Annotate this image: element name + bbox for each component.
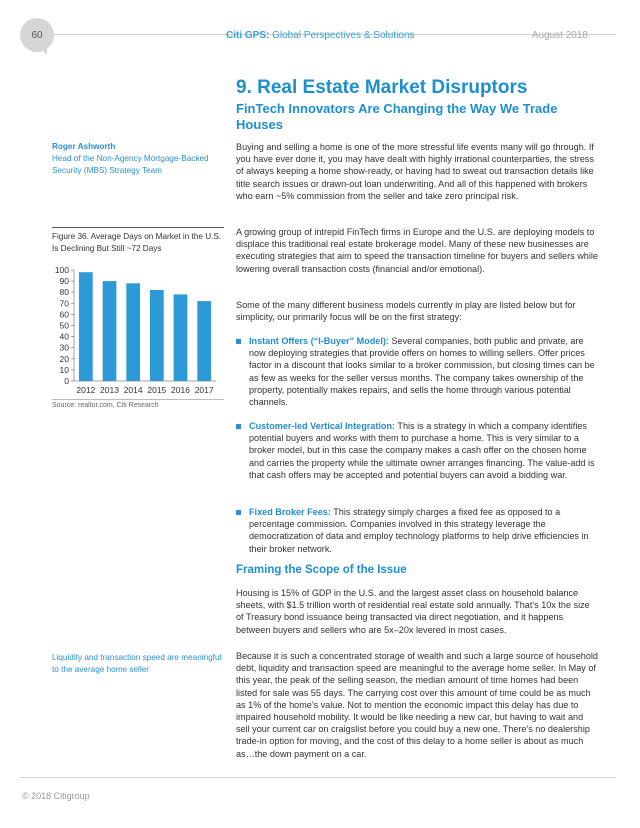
bar-2015 <box>150 290 164 381</box>
bullet-lead: Fixed Broker Fees: <box>249 507 331 517</box>
footer-rule <box>20 777 616 778</box>
paragraph-housing: Housing is 15% of GDP in the U.S. and the largest asset class on household balance sheets, with $1.5 trillion worth of residential real estate sold annually. That's 10x the size of Treasury bond issuance being transacted via direct negotiation, and it happens between buyers and sellers who are 5x–20x levered in most cases. <box>236 588 590 635</box>
header-brand-bold: Citi GPS: <box>226 30 270 41</box>
bullet-marker <box>236 510 241 515</box>
page-subtitle: FinTech Innovators Are Changing the Way We Trade Houses <box>236 101 558 132</box>
footer-copyright: © 2018 Citigroup <box>22 791 90 801</box>
x-tick-label: 2014 <box>123 385 143 395</box>
bullet-text <box>249 420 598 481</box>
y-tick-label: 20 <box>59 353 69 364</box>
x-tick-label: 2017 <box>194 385 214 395</box>
figure-title: Figure 36. Average Days on Market in the U.S. Is Declining But Still ~72 Days <box>52 232 222 253</box>
y-tick-label: 80 <box>59 287 69 298</box>
bar-2013 <box>103 281 117 381</box>
bullet-body: This is a strategy in which a company identifies potential buyers and works with them to purchase a home. This is very similar to a broker model, but in this case the company makes a cash offer on the chosen home and carries the property while the ultimate owner arranges financing. The value-add is that cash offers may be accepted and potential buyers can avoid a bidding war. <box>249 421 595 480</box>
days-on-market-chart <box>44 262 224 398</box>
header-brand <box>226 30 414 41</box>
bullet-fixed-fees <box>236 506 598 555</box>
bullet-marker <box>236 339 241 344</box>
bullet-lead: Instant Offers (“I-Buyer” Model): <box>249 336 389 346</box>
section-heading: Framing the Scope of the Issue <box>236 564 407 576</box>
x-tick-label: 2016 <box>171 385 190 395</box>
header-date: August 2018 <box>531 30 588 41</box>
bullet-text <box>249 335 598 408</box>
y-tick-label: 50 <box>59 320 69 331</box>
side-note: Liquidity and transaction speed are meaningful to the average home seller <box>52 653 222 674</box>
x-tick-label: 2013 <box>100 385 119 395</box>
bar-2017 <box>197 301 211 381</box>
y-tick-label: 10 <box>59 364 69 375</box>
page-badge-tail <box>39 46 47 55</box>
paragraph-intro: Buying and selling a home is one of the more stressful life events many will go through. If you have ever done it, you may have dealt with highly irrational counterparties, the stress of always keeping a home show-ready, or having had to sweat out transaction details like title search issues or drawn-out loan underwriting. And all of this happened with brokers who earn ~5% commission from the seller and take zero principal risk. <box>236 142 594 201</box>
author-role: Head of the Non-Agency Mortgage-Backed Security (MBS) Strategy Team <box>52 154 209 175</box>
author-name: Roger Ashworth <box>52 142 116 151</box>
paragraph-models: Some of the many different business models currently in play are listed below but for simplicity, our primarily focus will be on the first strategy: <box>236 300 576 323</box>
bullet-marker <box>236 424 241 429</box>
header-brand-rest: Global Perspectives & Solutions <box>269 30 415 41</box>
bullet-text <box>249 506 598 555</box>
y-tick-label: 100 <box>54 265 69 275</box>
page-number-badge: 60 <box>20 18 54 52</box>
figure-rule-bottom <box>52 399 224 400</box>
bullet-body: This strategy simply charges a fixed fee as opposed to a percentage commission. Companies involved in this strategy leverage the democratization of data and employ technology platforms to help drive efficiencies in their broker network. <box>249 507 589 554</box>
bullet-instant-offers <box>236 335 598 408</box>
figure-source: Source: realtor.com, Citi Research <box>52 402 159 409</box>
paragraph-fintech: A growing group of intrepid FinTech firms in Europe and the U.S. are deploying models to displace this traditional real estate brokerage model. Many of these new businesses are executing strategies that aim to speed the transaction timeline for buyers and sellers while lowering overall transaction costs (financial and/or emotional). <box>236 227 598 274</box>
bullet-vertical-integration <box>236 420 598 481</box>
bar-2012 <box>79 272 93 381</box>
figure-rule-top <box>52 227 224 228</box>
bar-2016 <box>174 294 188 381</box>
y-tick-label: 30 <box>59 342 69 353</box>
author-block <box>52 141 227 177</box>
x-tick-label: 2015 <box>147 385 167 395</box>
y-tick-label: 90 <box>59 276 69 287</box>
page-title: 9. Real Estate Market Disruptors <box>236 77 528 98</box>
y-tick-label: 0 <box>64 376 69 386</box>
y-tick-label: 70 <box>59 298 69 309</box>
paragraph-liquidity: Because it is such a concentrated storage of wealth and such a large source of household debt, liquidity and transaction speed are meaningful to the average home seller. In May of this year, the peak of the selling season, the median amount of time homes had been listed for sale was 55 days. The carrying cost over this amount of time could be as much as 1% of the home's value. Not to mention the economic impact this delay has due to impaired household mobility. It would be like needing a new car, but having to wait and sell your current car on craigslist before you could buy a new one. There's no dealership trade-in option for moving, and the cost of this delay to a home seller is about as much as…the down payment on a car. <box>236 651 598 759</box>
bullet-body: Several companies, both public and private, are now deploying strategies that provide offers on homes to willing sellers. Offer prices factor in a discount that looks similar to a broker commission, but closing times can be as few as weeks for the seller versus months. The company takes ownership of the property, potentially makes repairs, and sells the home through various potential channels. <box>249 336 595 408</box>
bullet-lead: Customer-led Vertical Integration: <box>249 421 396 431</box>
y-tick-label: 40 <box>59 331 69 342</box>
bar-2014 <box>126 283 140 381</box>
x-tick-label: 2012 <box>76 385 96 395</box>
y-tick-label: 60 <box>59 309 69 320</box>
